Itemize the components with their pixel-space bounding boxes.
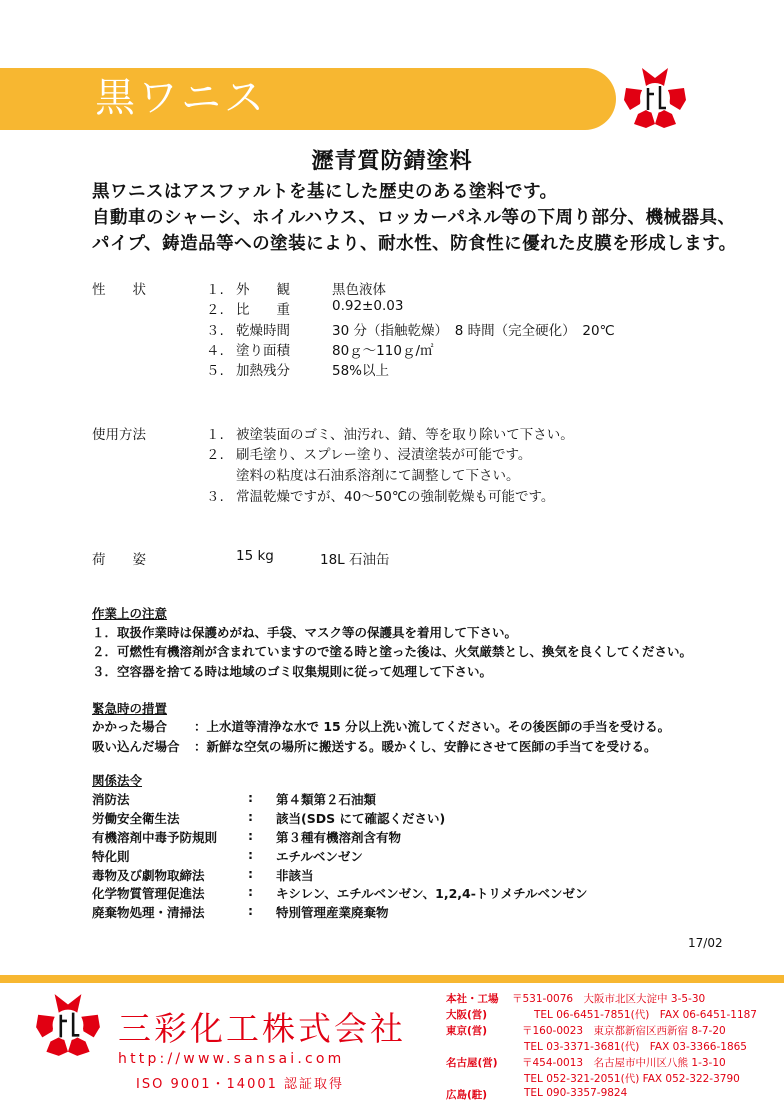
law-value: 第４類第２石油類 — [276, 792, 377, 807]
company-logo-icon — [620, 64, 690, 130]
property-value: 58%以上 — [332, 363, 390, 379]
company-logo-icon — [32, 990, 104, 1058]
property-num: ５. — [206, 363, 224, 379]
office-info: 〒454-0013 名古屋市中川区八熊 1-3-10 — [522, 1057, 726, 1069]
office-info: TEL 03-3371-3681(代) FAX 03-3366-1865 — [524, 1041, 747, 1053]
property-value: 30 分（指触乾燥） 8 時間（完全硬化） 20℃ — [332, 323, 615, 339]
property-num: ４. — [206, 343, 224, 359]
usage-num: １. — [206, 427, 224, 443]
office-info: TEL 090-3357-9824 — [524, 1087, 628, 1099]
law-name: 消防法 — [92, 792, 130, 807]
property-value: 黒色液体 — [332, 282, 386, 298]
usage-text: 塗料の粘度は石油系溶剤にて調整して下さい。 — [236, 468, 520, 484]
law-colon: : — [248, 847, 253, 862]
law-colon: : — [248, 884, 253, 899]
property-num: ２. — [206, 302, 224, 318]
intro-line: 自動車のシャーシ、ホイルハウス、ロッカーパネル等の下周り部分、機械器具、 — [92, 208, 736, 228]
property-value: 0.92±0.03 — [332, 298, 404, 314]
office-info: 〒531-0076 大阪市北区大淀中 3-5-30 — [512, 993, 706, 1005]
properties-heading: 性 状 — [92, 282, 146, 298]
property-num: １. — [206, 282, 224, 298]
office-info: TEL 052-321-2051(代) FAX 052-322-3790 — [524, 1073, 740, 1085]
laws-heading: 関係法令 — [92, 773, 143, 788]
packing-heading: 荷 姿 — [92, 552, 146, 568]
law-colon: : — [248, 866, 253, 881]
law-name: 特化則 — [92, 849, 130, 864]
emergency-label: かかった場合 — [92, 719, 168, 734]
property-label: 比 重 — [236, 302, 290, 318]
property-label: 乾燥時間 — [236, 323, 290, 339]
law-name: 有機溶剤中毒予防規則 — [92, 830, 218, 845]
emergency-text: ：上水道等清浄な水で 15 分以上洗い流してください。その後医師の手当を受ける。 — [194, 719, 671, 734]
office-name: 本社・工場 — [446, 993, 499, 1005]
office-info: 〒160-0023 東京都新宿区西新宿 8-7-20 — [522, 1025, 726, 1037]
product-subtitle: 瀝青質防錆塗料 — [311, 149, 473, 174]
usage-text: 被塗装面のゴミ、油汚れ、錆、等を取り除いて下さい。 — [236, 427, 574, 443]
caution-item: ２．可燃性有機溶剤が含まれていますので塗る時と塗った後は、火気厳禁とし、換気を良くしてください。 — [92, 644, 693, 659]
packing-container: 18L 石油缶 — [320, 552, 390, 568]
property-value: 80ｇ～110ｇ/㎡ — [332, 343, 434, 359]
company-name: 三彩化工株式会社 — [118, 1009, 406, 1048]
intro-line: パイプ、鋳造品等への塗装により、耐水性、防食性に優れた皮膜を形成します。 — [92, 234, 737, 254]
company-url[interactable]: http://www.sansai.com — [118, 1051, 345, 1067]
office-name: 東京(営) — [446, 1025, 488, 1037]
office-info: TEL 06-6451-7851(代) FAX 06-6451-1187 — [534, 1009, 757, 1021]
law-name: 廃棄物処理・清掃法 — [92, 905, 205, 920]
title-banner — [0, 68, 616, 130]
law-value: 特別管理産業廃棄物 — [276, 905, 389, 920]
law-colon: : — [248, 903, 253, 918]
law-value: 第３種有機溶剤含有物 — [276, 830, 402, 845]
law-colon: : — [248, 790, 253, 805]
caution-heading: 作業上の注意 — [92, 606, 168, 621]
property-num: ３. — [206, 323, 224, 339]
emergency-heading: 緊急時の措置 — [92, 701, 168, 716]
law-name: 化学物質管理促進法 — [92, 886, 205, 901]
law-value: キシレン、エチルベンゼン、1,2,4-トリメチルベンゼン — [276, 886, 588, 901]
law-value: 該当(SDS にて確認ください) — [276, 811, 446, 826]
law-value: エチルベンゼン — [276, 849, 363, 864]
product-title: 黒ワニス — [95, 75, 267, 121]
office-name: 大阪(営) — [446, 1009, 488, 1021]
law-colon: : — [248, 809, 253, 824]
usage-text: 常温乾燥ですが、40～50℃の強制乾燥も可能です。 — [236, 489, 555, 505]
emergency-label: 吸い込んだ場合 — [92, 739, 180, 754]
law-name: 毒物及び劇物取締法 — [92, 868, 205, 883]
emergency-text: ：新鮮な空気の場所に搬送する。暖かくし、安静にさせて医師の手当てを受ける。 — [194, 739, 657, 754]
law-value: 非該当 — [276, 868, 314, 883]
intro-line: 黒ワニスはアスファルトを基にした歴史のある塗料です。 — [92, 182, 558, 202]
document-date: 17/02 — [688, 936, 723, 950]
caution-item: １．取扱作業時は保護めがね、手袋、マスク等の保護具を着用して下さい。 — [92, 625, 518, 640]
office-name: 名古屋(営) — [446, 1057, 498, 1069]
property-label: 加熱残分 — [236, 363, 290, 379]
usage-text: 刷毛塗り、スプレー塗り、浸漬塗装が可能です。 — [236, 447, 532, 463]
usage-heading: 使用方法 — [92, 427, 146, 443]
usage-num: ２. — [206, 447, 224, 463]
law-colon: : — [248, 828, 253, 843]
footer-divider — [0, 975, 784, 983]
law-name: 労働安全衛生法 — [92, 811, 180, 826]
iso-certification: ISO 9001・14001 認証取得 — [136, 1077, 345, 1092]
office-name: 広島(駐) — [446, 1089, 488, 1101]
property-label: 塗り面積 — [236, 343, 290, 359]
property-label: 外 観 — [236, 282, 290, 298]
packing-weight: 15 kg — [236, 548, 274, 564]
usage-num: ３. — [206, 489, 224, 505]
caution-item: ３．空容器を捨てる時は地域のゴミ収集規則に従って処理して下さい。 — [92, 664, 493, 679]
